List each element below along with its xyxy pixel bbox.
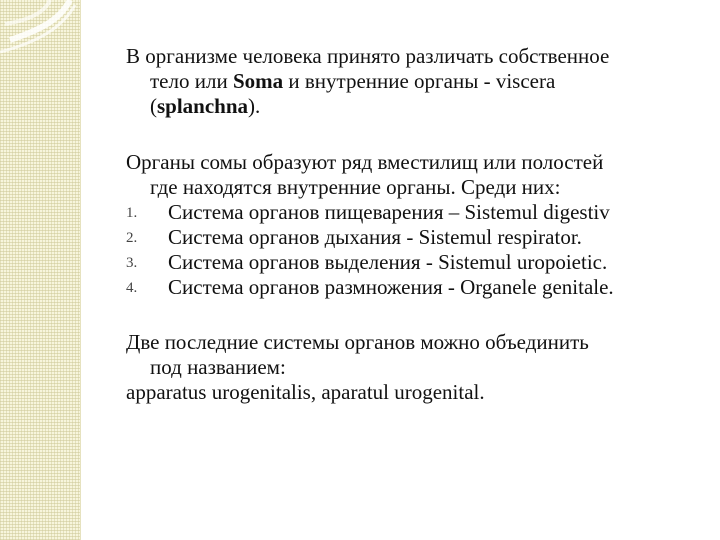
paragraph1-line3 [126,94,711,119]
paragraph1-line1: В организме человека принято различать собственное [126,44,610,68]
paragraph2-line2: где находятся внутренние органы. Среди них: [150,175,561,199]
list-item [126,250,711,275]
paragraph1-line2-suffix: и внутренние органы - viscera [283,69,556,93]
paragraph1-line2-prefix: тело или [150,69,233,93]
paragraph2-line1: Органы сомы образуют ряд вместилищ или полостей [126,150,604,174]
paragraph-soma-viscera [126,44,711,119]
organ-systems-list [126,200,711,300]
slide-content [126,44,711,405]
corner-swirl-decoration [0,0,80,70]
term-splanchna: splanchna [157,94,249,118]
list-item-number: 1. [126,205,138,221]
list-item [126,275,711,300]
paragraph-urogenital [126,330,711,405]
list-item-number: 3. [126,255,138,271]
list-item-text: Система органов дыхания - Sistemul respirator. [168,225,582,249]
paragraph1-line3-close: ). [248,94,261,118]
list-item-text: Система органов пищеварения – Sistemul digestiv [168,200,610,224]
list-item-number: 4. [126,280,138,296]
list-item-number: 2. [126,230,138,246]
paragraph3-line1: Две последние системы органов можно объединить [126,330,589,354]
list-item-text: Система органов размножения - Organele genitale. [168,275,614,299]
list-item-text: Система органов выделения - Sistemul uropoietic. [168,250,608,274]
term-soma: Soma [232,69,284,93]
paragraph3-line2: под названием: [150,355,286,379]
paragraph-body-cavities [126,150,711,200]
list-item [126,225,711,250]
decorative-left-band [0,0,81,540]
list-item [126,200,711,225]
paragraph1-line2 [126,69,711,94]
paragraph3-line3: apparatus urogenitalis, aparatul urogenital. [126,380,485,404]
paragraph1-line3-open: ( [150,94,157,118]
